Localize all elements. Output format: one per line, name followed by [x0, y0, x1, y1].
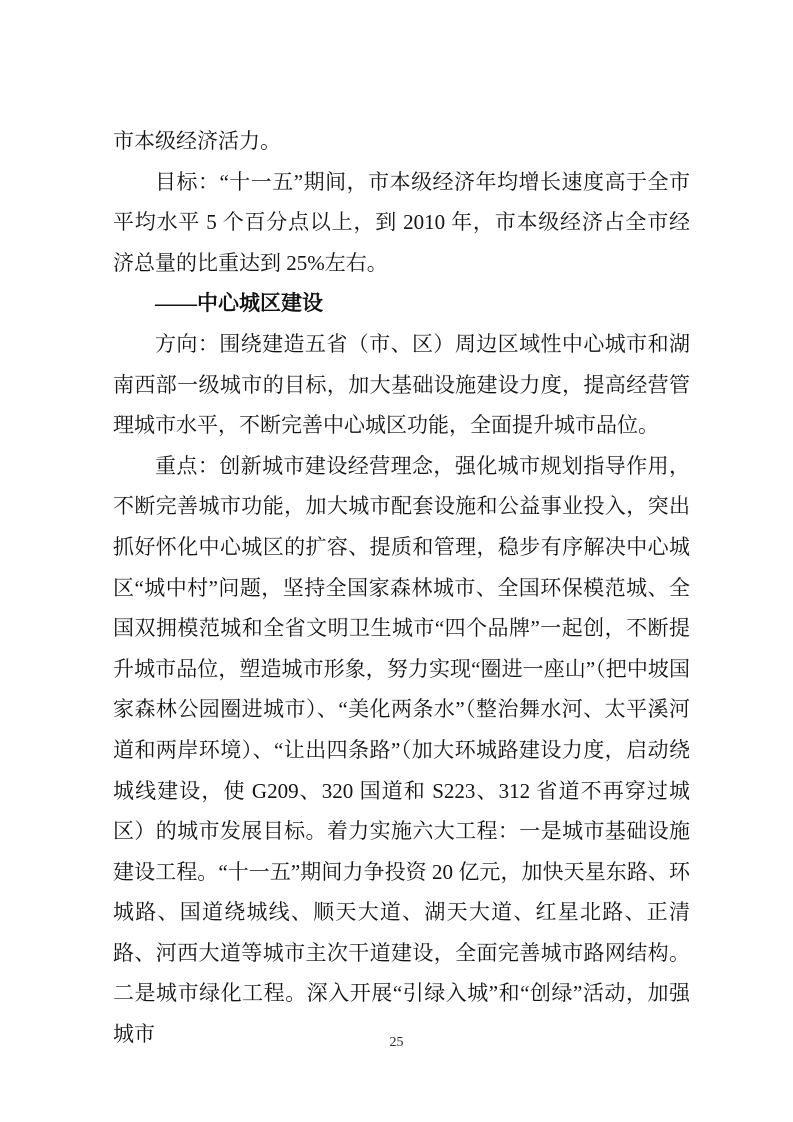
page-footer	[0, 1034, 793, 1052]
paragraph-key-points: 重点：创新城市建设经营理念，强化城市规划指导作用，不断完善城市功能，加大城市配套设施和公益事业投入，突出抓好怀化中心城区的扩容、提质和管理，稳步有序解决中心城区“城中村”问题，坚持全国家森林城市、全国环保模范城、全国双拥模范城和全省文明卫生城市“四个品牌”一起创，不断提升城市品位，塑造城市形象，努力实现“圈进一座山”（把中坡国家森林公园圈进城市）、“美化两条水”（整治舞水河、太平溪河道和两岸环境）、“让出四条路”（加大环城路建设力度，启动绕城线建设，使 G209、320 国道和 S223、312 省道不再穿过城区）的城市发展目标。着力实施六大工程：一是城市基础设施建设工程。“十一五”期间力争投资 20 亿元，加快天星东路、环城路、国道绕城线、顺天大道、湖天大道、红星北路、正清路、河西大道等城市主次干道建设，全面完善城市路网结构。二是城市绿化工程。深入开展“引绿入城”和“创绿”活动，加强城市	[113, 453, 690, 1047]
page-number: 25	[389, 1035, 404, 1050]
paragraph-direction: 方向：围绕建造五省（市、区）周边区域性中心城市和湖南西部一级城市的目标，加大基础设施建设力度，提高经营管理城市水平，不断完善中心城区功能，全面提升城市品位。	[113, 331, 690, 438]
paragraph-continuation: 市本级经济活力。	[113, 129, 281, 153]
paragraph-goal: 目标：“十一五”期间，市本级经济年均增长速度高于全市平均水平 5 个百分点以上，到 2010 年，市本级经济占全市经济总量的比重达到 25%左右。	[113, 169, 690, 275]
section-heading-central-urban-district: ——中心城区建设	[155, 291, 323, 316]
document-body	[113, 121, 690, 1055]
